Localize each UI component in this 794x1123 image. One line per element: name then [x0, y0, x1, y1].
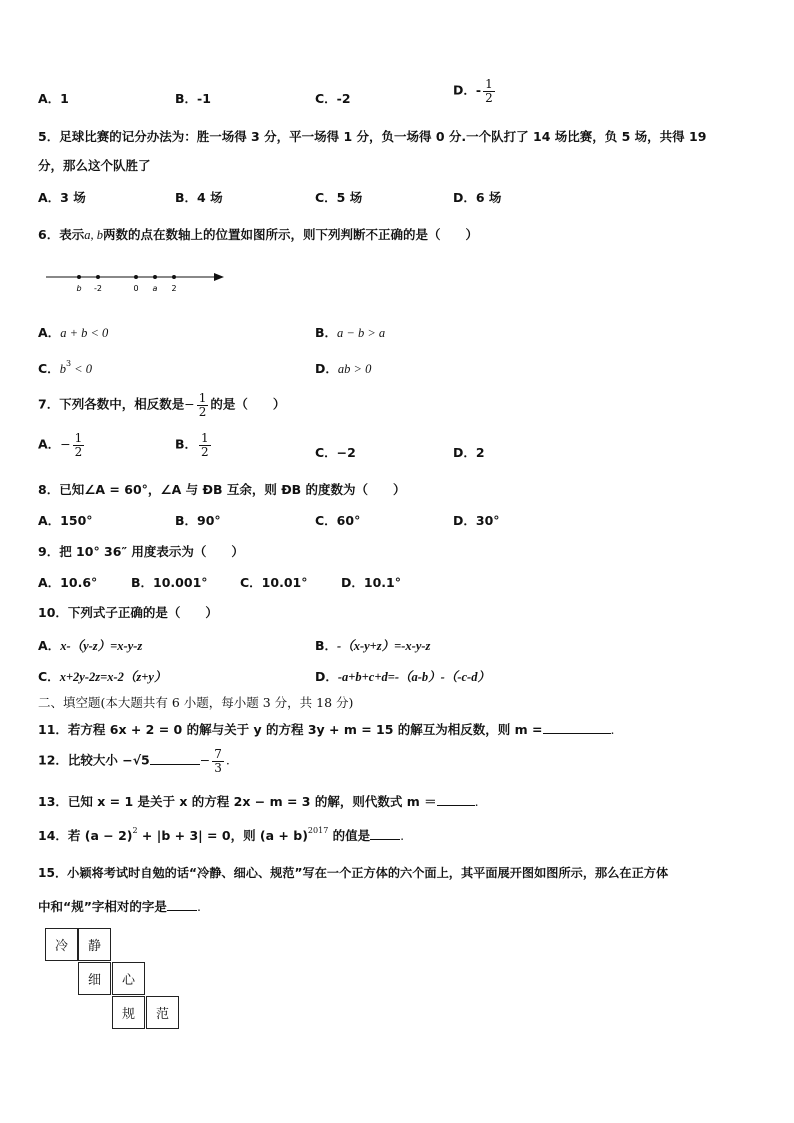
- q6-option-b: B．a − b > a: [315, 325, 386, 340]
- q9-option-c: C．10.01°: [240, 575, 308, 590]
- number-line-point: [134, 275, 138, 279]
- fraction: $\frac{7}{3}$: [214, 747, 222, 775]
- q12: 12．比较大小 −√5 − $\frac{7}{3}$ .: [38, 747, 230, 775]
- section-title-fill-in: 二、填空题(本大题共有 6 小题，每小题 3 分，共 18 分): [38, 695, 354, 710]
- q6-stem: 6．表示a, b两数的点在数轴上的位置如图所示，则下列判断不正确的是（ ）: [38, 227, 478, 242]
- q6-option-c: C．$b^3 < 0$: [38, 359, 92, 376]
- q7-option-b: B． $\frac{1}{2}$: [175, 431, 209, 459]
- answer-blank[interactable]: [543, 721, 611, 734]
- net-cell-fan: 范: [146, 996, 179, 1029]
- q10-option-b: B．-（x-y+z）=-x-y-z: [315, 638, 431, 653]
- number-line-points: [76, 275, 176, 293]
- number-line-label: a: [152, 284, 158, 293]
- net-cell-gui: 规: [112, 996, 145, 1029]
- fraction: $\frac{1}{2}$: [198, 391, 207, 419]
- q5-option-c: C．5 场: [315, 190, 363, 205]
- number-line-point: [153, 275, 157, 279]
- q4-option-d-label: D．-: [453, 82, 482, 98]
- q5-option-b: B．4 场: [175, 190, 223, 205]
- number-line-point: [96, 275, 100, 279]
- number-line-label: 0: [133, 284, 139, 293]
- q14: 14．若 $(a - 2)^2 + |b + 3| = 0$，则 $(a + b)^{2017}$ 的值是 .: [38, 826, 405, 843]
- net-cell-xin: 心: [112, 962, 145, 995]
- number-line-label: -2: [94, 284, 102, 293]
- q9-option-b: B．10.001°: [131, 575, 208, 590]
- q4-option-c: C．-2: [315, 91, 351, 106]
- q9-option-a: A．10.6°: [38, 575, 98, 590]
- q9-option-d: D．10.1°: [341, 575, 401, 590]
- q8-option-b: B．90°: [175, 513, 221, 528]
- answer-blank[interactable]: [167, 898, 197, 911]
- q4-option-b: B．-1: [175, 91, 211, 106]
- q7-option-a: A．− $\frac{1}{2}$: [38, 431, 83, 459]
- answer-blank[interactable]: [370, 827, 400, 840]
- answer-blank[interactable]: [437, 793, 475, 806]
- q8-option-c: C．60°: [315, 513, 361, 528]
- number-line-label: b: [76, 284, 82, 293]
- q10-option-a: A．x-（y-z）=x-y-z: [38, 638, 143, 653]
- q5-stem-line1: 5．足球比赛的记分办法为：胜一场得 3 分，平一场得 1 分，负一场得 0 分.一个队打了 14 场比赛，负 5 场，共得 19: [38, 129, 707, 144]
- number-line-point: [77, 275, 81, 279]
- q6-option-a: A．a + b < 0: [38, 325, 109, 340]
- fraction: $\frac{1}{2}$: [201, 431, 209, 459]
- q5-option-a: A．3 场: [38, 190, 86, 205]
- q8-option-a: A．150°: [38, 513, 93, 528]
- q15-stem-line1: 15．小颖将考试时自勉的话“冷静、细心、规范”写在一个正方体的六个面上，其平面展开图如图所示，那么在正方体: [38, 866, 669, 880]
- number-line-point: [172, 275, 176, 279]
- q6-option-d: D．ab > 0: [315, 361, 372, 376]
- cube-net: [45, 928, 185, 1032]
- q10-option-d: D．-a+b+c+d=-（a-b）-（-c-d）: [315, 669, 490, 684]
- q8-stem: 8．已知∠A = 60°，∠A 与 ÐB 互余，则 ÐB 的度数为（ ）: [38, 482, 406, 497]
- q8-option-d: D．30°: [453, 513, 500, 528]
- net-cell-leng: 冷: [45, 928, 78, 961]
- q7-stem: 7．下列各数中，相反数是− $\frac{1}{2}$ 的是（ ）: [38, 391, 286, 419]
- net-cell-jing: 静: [78, 928, 111, 961]
- q9-stem: 9．把 10° 36″ 用度表示为（ ）: [38, 544, 244, 559]
- net-cell-xi: 细: [78, 962, 111, 995]
- q5-stem-line2: 分，那么这个队胜了: [38, 158, 151, 173]
- answer-blank[interactable]: [150, 752, 200, 765]
- q5-option-d: D．6 场: [453, 190, 502, 205]
- number-line: [40, 266, 230, 296]
- q4-option-a: A．1: [38, 91, 69, 106]
- q15-stem-line2: 中和“规”字相对的字是 .: [38, 899, 201, 914]
- fraction: $\frac{1}{2}$: [74, 431, 83, 459]
- q11: 11．若方程 6x + 2 = 0 的解与关于 y 的方程 3y + m = 15 的解互为相反数，则 m = .: [38, 722, 615, 737]
- q10-option-c: C．x+2y-2z=x-2（z+y）: [38, 669, 167, 684]
- q13: 13．已知 x = 1 是关于 x 的方程 2x − m = 3 的解，则代数式 m ＝ .: [38, 794, 479, 809]
- fraction: $\frac{1}{2}$: [485, 77, 493, 105]
- number-line-arrow: [214, 273, 224, 281]
- q4-option-d: [453, 78, 497, 104]
- q7-option-d: D．2: [453, 445, 485, 460]
- number-line-label: 2: [171, 284, 177, 293]
- q7-option-c: C．−2: [315, 445, 356, 460]
- q10-stem: 10．下列式子正确的是（ ）: [38, 605, 218, 620]
